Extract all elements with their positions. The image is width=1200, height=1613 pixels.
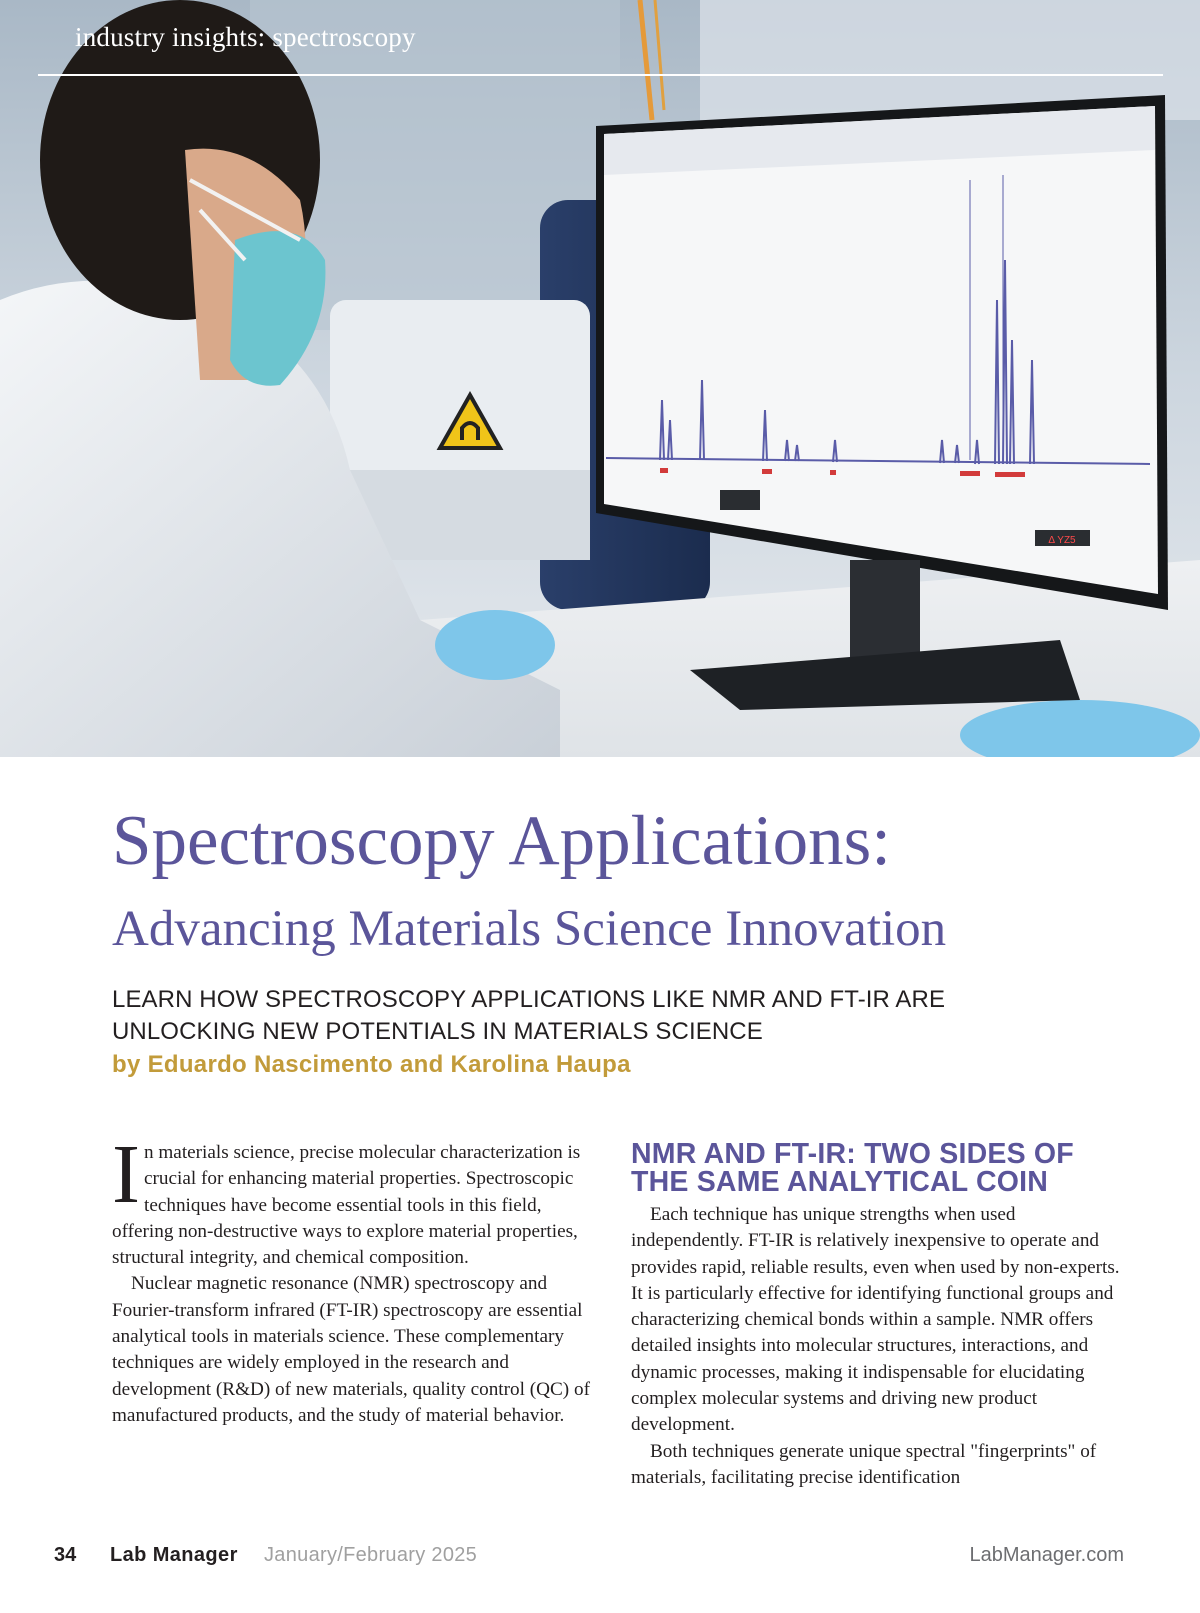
article-title: Spectroscopy Applications: — [112, 802, 891, 880]
byline: by Eduardo Nascimento and Karolina Haupa — [112, 1051, 631, 1078]
paragraph-intro-text: n materials science, precise molecular characterization is crucial for enhancing material properties. Spectroscopic techniques have become essential tools in this field, offering non-destructive ways to explore material properties, structural integrity, and chemical composition. — [112, 1142, 581, 1269]
paragraph-strengths: Each technique has unique strengths when used independently. FT-IR is relatively inexpensive to operate and provides rapid, reliable results, even when used by non-experts. It is particularly effective for identifying functional groups and characterizing chemical bonds within a sample. NMR offers detailed insights into molecular structures, interactions, and dynamic processes, making it indispensable for elucidating complex molecular systems and driving new product development. — [631, 1204, 1120, 1436]
body-column-right — [631, 1140, 1121, 1491]
paragraph-intro — [112, 1128, 602, 1271]
paragraph-fingerprints: Both techniques generate unique spectral "fingerprints" of materials, facilitating precise identification — [631, 1440, 1097, 1488]
publication-name: Lab Manager — [110, 1544, 238, 1566]
hero-illustration — [0, 0, 1200, 757]
monitor-status-readout: Δ YZ5 — [1048, 535, 1076, 546]
website-link[interactable]: LabManager.com — [969, 1544, 1124, 1566]
paragraph-nmr-ftir: Nuclear magnetic resonance (NMR) spectroscopy and Fourier-transform infrared (FT-IR) spectroscopy are essential analytical tools in materials science. These complementary techniques are widely employed in the research and development (R&D) of new materials, quality control (QC) of manufactured products, and the study of material behavior. — [112, 1273, 590, 1426]
body-column-left — [112, 1128, 602, 1429]
section-divider — [38, 74, 1163, 76]
deck-line-2: UNLOCKING NEW POTENTIALS IN MATERIALS SCIENCE — [112, 1018, 763, 1045]
hero-photo — [0, 0, 1200, 757]
deck-line-1: LEARN HOW SPECTROSCOPY APPLICATIONS LIKE NMR AND FT-IR ARE — [112, 986, 946, 1013]
article-deck — [112, 984, 1012, 1048]
page-number: 34 — [54, 1544, 77, 1566]
page-footer — [0, 1540, 1200, 1580]
section-label: industry insights: spectroscopy — [75, 22, 416, 52]
drop-cap: I — [112, 1128, 140, 1221]
section-subhead: NMR AND FT-IR: TWO SIDES OF THE SAME ANALYTICAL COIN — [631, 1138, 1074, 1198]
article-subtitle: Advancing Materials Science Innovation — [112, 901, 947, 957]
issue-date: January/February 2025 — [264, 1544, 478, 1566]
